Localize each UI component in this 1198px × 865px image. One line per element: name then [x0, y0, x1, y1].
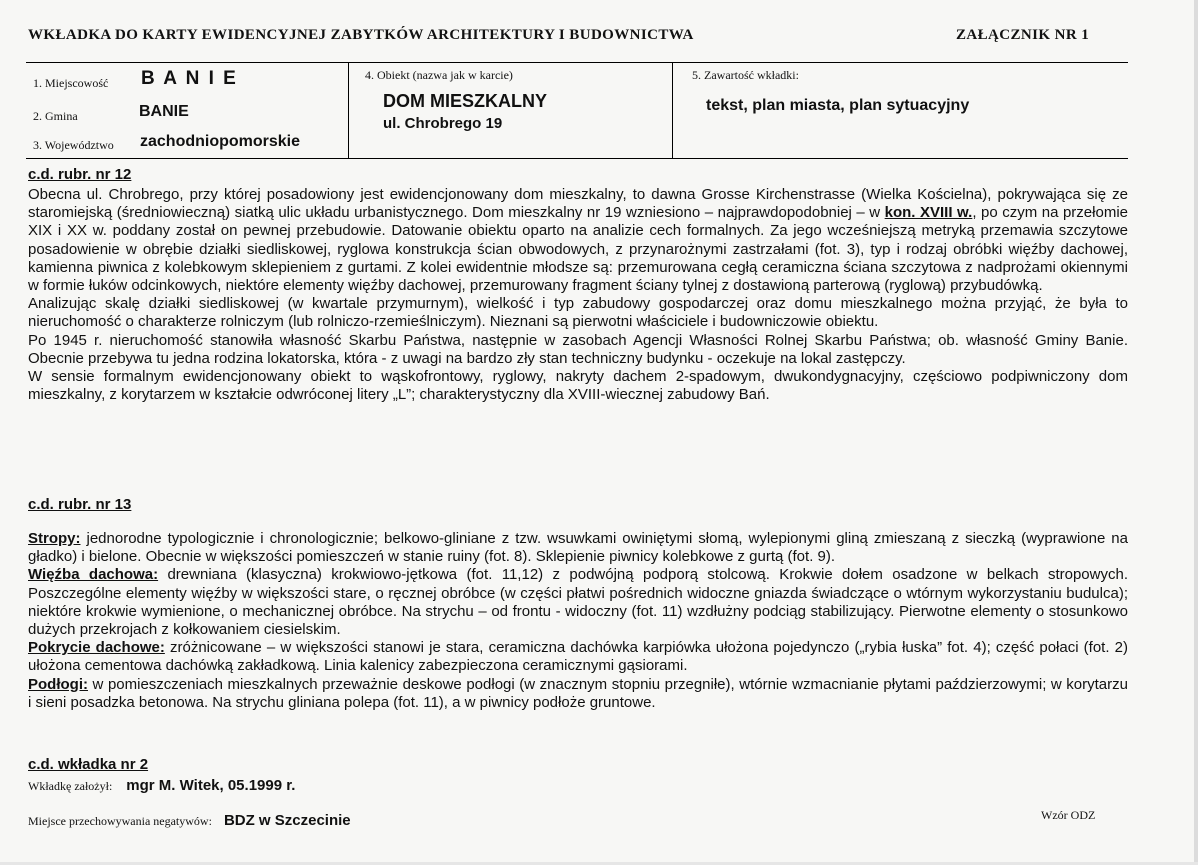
- section-12-paragraph-1: [28, 186, 1128, 295]
- stropy-label: Stropy:: [28, 530, 81, 547]
- wiezba-paragraph: [28, 566, 1128, 639]
- author-label: Wkładkę założył:: [28, 779, 113, 793]
- section-13-body: [28, 530, 1128, 712]
- zawartosc-value: tekst, plan miasta, plan sytuacyjny: [706, 97, 970, 114]
- insert-continuation-heading: c.d. wkładka nr 2: [28, 756, 149, 773]
- wiezba-label: Więźba dachowa:: [28, 566, 159, 584]
- pokrycie-text: zróżnicowane – w większości stanowi je stara, ceramiczna dachówka karpiówka ułożona pojedynczo („rybia łuska” fot. 4); część połaci (fot. 2) ułożona cementowa dachówką zakładkową. Linia kalenicy zabezpieczona ceramicznymi gąsiorami.: [28, 639, 1128, 675]
- storage-label: Miejsce przechowywania negatywów:: [28, 814, 212, 828]
- stropy-paragraph: [28, 530, 1128, 566]
- storage-line: [28, 812, 351, 830]
- section-12-paragraph-4: W sensie formalnym ewidencjonowany obiekt to wąskofrontowy, ryglowy, nakryty dachem 2-spadowym, dwukondygnacyjny, częściowo podpiwniczony dom mieszkalny, z korytarzem w kształcie odwróconej litery „L”; charakterystyczny dla XVIII-wiecznej zabudowy Bań.: [28, 368, 1128, 404]
- section-12-paragraph-3: Po 1945 r. nieruchomość stanowiła własność Skarbu Państwa, następnie w zasobach Agencji Własności Rolnej Skarbu Państwa; ob. własność Gminy Banie. Obecnie przebywa tu jedna rodzina lokatorska, która - z uwagi na bardzo zły stan techniczny budynku - oczekuje na lokal zastępczy.: [28, 331, 1128, 367]
- wojewodztwo-value: zachodniopomorskie: [140, 133, 301, 150]
- author-line: [28, 777, 295, 795]
- info-box-divider-2: [672, 62, 673, 159]
- gmina-label: 2. Gmina: [33, 109, 78, 123]
- dating-keyword: kon. XVIII w.: [884, 204, 973, 222]
- podlogi-text: w pomieszczeniach mieszkalnych przeważnie deskowe podłogi (w znacznym stopniu przegniłe), wtórnie wzmacnianie płytami paździerzowymi; w korytarzu i sieni posadzka betonowa. Na strychu gliniana polepa (fot. 11), a w piwnicy podłoże gruntowe.: [28, 675, 1128, 711]
- attachment-number: ZAŁĄCZNIK NR 1: [956, 27, 1090, 43]
- gmina-value: BANIE: [139, 103, 189, 120]
- info-box-bottom-border: [26, 158, 1128, 159]
- scan-edge-right: [1194, 0, 1198, 865]
- document-title: WKŁADKA DO KARTY EWIDENCYJNEJ ZABYTKÓW ARCHITEKTURY I BUDOWNICTWA: [28, 27, 694, 43]
- template-code: Wzór ODZ: [1041, 808, 1096, 822]
- podlogi-label: Podłogi:: [28, 675, 88, 693]
- info-box-divider-1: [348, 62, 349, 159]
- info-box-top-border: [26, 62, 1128, 63]
- obiekt-label: 4. Obiekt (nazwa jak w karcie): [365, 68, 513, 82]
- obiekt-value: DOM MIESZKALNY: [383, 91, 547, 111]
- section-12-p1-part-a: Obecna ul. Chrobrego, przy której posadowiony jest ewidencjonowany dom mieszkalny, to dawna Grosse Kirchenstrasse (Wielka Kościelna), pokrywająca się ze staromiejską (średniowieczną) siatką ulic układu urbanistycznego. Dom mieszkalny nr 19 wzniesiono – najprawdopodobniej – w: [28, 186, 1128, 222]
- section-12-heading: c.d. rubr. nr 12: [28, 166, 132, 183]
- zawartosc-label: 5. Zawartość wkładki:: [692, 68, 799, 82]
- miejscowosc-label: 1. Miejscowość: [33, 76, 109, 90]
- podlogi-paragraph: [28, 676, 1128, 712]
- author-value: mgr M. Witek, 05.1999 r.: [126, 777, 296, 794]
- obiekt-address: ul. Chrobrego 19: [383, 115, 503, 132]
- stropy-text: jednorodne typologicznie i chronologicznie; belkowo-gliniane z tzw. wsuwkami owiniętymi słomą, wylepionymi gliną zmieszaną z sieczką (wyprawione na gładko) i bielone. Obecnie w większości pomieszczeń w stanie ruiny (fot. 8). Sklepienie piwnicy kolebkowe z gurtą (fot. 9).: [28, 530, 1128, 566]
- wojewodztwo-label: 3. Województwo: [33, 138, 114, 152]
- section-12-p1-part-b: , po czym na przełomie XIX i XX w. poddany został on pewnej przebudowie. Datowanie obiektu oparto na analizie cech formalnych. Za jego wcześniejszą metryką przemawia szczytowe posadowienie w obrębie działki siedliskowej, ryglowa konstrukcja ścian obwodowych, z przynarożnymi zastrzałami (fot. 3), typ i rodzaj obróbki więźby dachowej, kamienna piwnica z kolebkowym sklepieniem z gurtami. Z kolei ewidentnie młodsze są: przemurowana cegłą ceramiczna ściana szczytowa z nadprożami okiennymi w formie łuków odcinkowych, niektóre elementy więźby dachowej, przemurowany fragment ściany tylnej z dostawioną parterową (ryglową) przybudówką.: [28, 204, 1128, 295]
- section-13-heading: c.d. rubr. nr 13: [28, 496, 132, 513]
- pokrycie-label: Pokrycie dachowe:: [28, 639, 165, 657]
- wiezba-text: drewniana (klasyczna) krokwiowo-jętkowa (fot. 11,12) z podwójną podporą stolcową. Krokwie dołem osadzone w belkach stropowych. Poszczególne elementy więźby w większości stare, o ręcznej obróbce (w części płatwi pośrednich widoczne gniazda świadczące o wtórnym wykorzystaniu budulca); niektóre krokwie wymienione, o mechanicznej obróbce. Na strychu – od frontu - widoczny (fot. 11) wzdłużny podciąg stabilizujący. Pierwotne elementy o stosunkowo dużych przekrojach z kołkowaniem ciesielskim.: [28, 566, 1128, 639]
- miejscowosc-value: B A N I E: [141, 68, 238, 89]
- pokrycie-paragraph: [28, 639, 1128, 675]
- storage-value: BDZ w Szczecinie: [223, 812, 351, 829]
- section-12-body: [28, 186, 1128, 404]
- section-12-paragraph-2: Analizując skalę działki siedliskowej (w kwartale przymurnym), wielkość i typ zabudowy gospodarczej oraz domu mieszkalnego można przyjąć, że była to nieruchomość o charakterze rolniczym (lub rolniczo-rzemieślniczym). Nieznani są pierwotni właściciele i budowniczowie obiektu.: [28, 295, 1128, 331]
